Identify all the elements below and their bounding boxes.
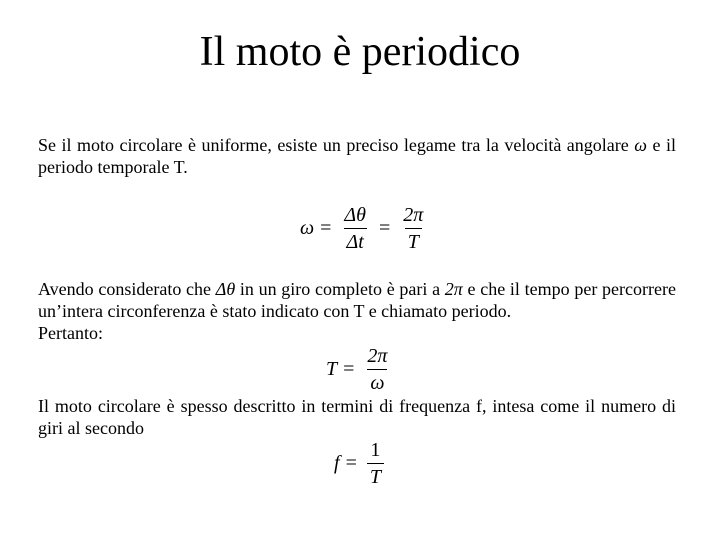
fraction-dtheta-dt	[341, 204, 369, 253]
denominator: T	[405, 228, 422, 253]
denominator: ω	[367, 369, 387, 394]
numerator: Δθ	[344, 204, 366, 226]
numerator: 2π	[367, 345, 388, 367]
slide-title: Il moto è periodico	[199, 29, 521, 75]
eq-lhs: ω	[300, 217, 315, 239]
two-pi-symbol: 2π	[444, 279, 463, 299]
paragraph-angular-velocity	[38, 134, 676, 178]
eq-equals: =	[378, 217, 391, 239]
eq-equals: =	[343, 358, 355, 380]
fraction-1-T	[367, 439, 384, 488]
equation-frequency	[334, 439, 388, 488]
paragraph-period	[38, 278, 676, 344]
fraction-2pi-omega	[364, 345, 390, 394]
paragraph-frequency: Il moto circolare è spesso descritto in termini di frequenza f, intesa come il numero di giri al secondo	[38, 396, 676, 438]
fraction-2pi-T	[400, 204, 426, 253]
equation-period	[326, 345, 394, 394]
paragraph-text: e il periodo temporale T.	[38, 135, 676, 177]
denominator: Δt	[344, 228, 367, 253]
denominator: T	[367, 463, 384, 488]
eq-equals: =	[345, 452, 357, 474]
numerator: 2π	[403, 204, 424, 226]
paragraph-text: Pertanto:	[38, 323, 103, 343]
dtheta-symbol: Δθ	[215, 279, 236, 299]
paragraph-text: Se il moto circolare è uniforme, esiste un preciso legame tra la velocità angolare	[38, 135, 635, 155]
numerator: 1	[370, 439, 381, 461]
paragraph-text: e che il tempo per percorrere un’intera circonferenza è stato indicato con T e chiamato periodo.	[38, 279, 676, 321]
equation-omega	[300, 204, 430, 253]
paragraph-text: Avendo considerato che	[38, 279, 216, 299]
eq-lhs: f	[334, 452, 340, 474]
eq-equals: =	[320, 217, 332, 239]
omega-symbol: ω	[634, 135, 647, 155]
paragraph-text: in un giro completo è pari a	[235, 279, 445, 299]
eq-lhs: T	[326, 358, 338, 380]
